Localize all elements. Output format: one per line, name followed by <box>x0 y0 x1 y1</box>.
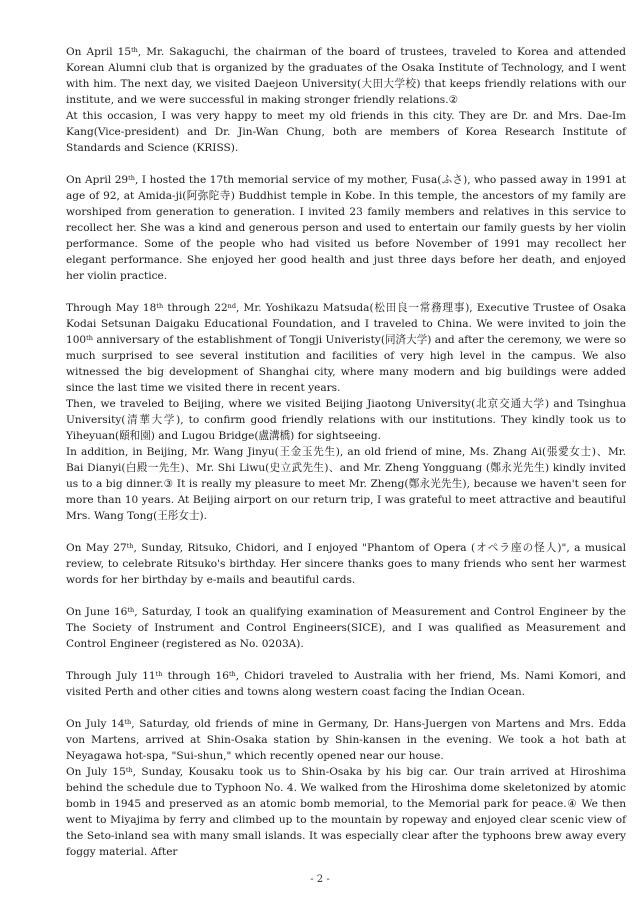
paragraph <box>66 604 626 652</box>
paragraph <box>66 300 626 524</box>
paragraph-text: Through July 11th through 16th, Chidori traveled to Australia with her friend, Ms. Nami Komori, and visited Perth and other cities and towns along western coast facing the Indian Ocean. <box>66 670 626 698</box>
paragraph-text: On May 27th, Sunday, Ritsuko, Chidori, and I enjoyed "Phantom of Opera (オペラ座の怪人)", a musical review, to celebrate Ritsuko's birthday. Her sincere thanks goes to many friends who sent her warmest words for her birthday by e-mails and beautiful cards. <box>66 542 626 586</box>
paragraph <box>66 716 626 860</box>
paragraph-text: Then, we traveled to Beijing, where we visited Beijing Jiaotong University(北京交通大学) and Tsinghua University(清華大学), to confirm good friendly relations with our institutions. They kindly took us to Yiheyuan(頤和園) and Lugou Bridge(盧溝橋) for sightseeing. <box>66 398 626 442</box>
paragraph-text: At this occasion, I was very happy to meet my old friends in this city. They are Dr. and Mrs. Dae-Im Kang(Vice-president) and Dr. Jin-Wan Chung, both are members of Korea Research Institute of Standards and Science (KRISS). <box>66 110 626 154</box>
paragraph-text: On April 29th, I hosted the 17th memorial service of my mother, Fusa(ふさ), who passed away in 1991 at age of 92, at Amida-ji(阿弥陀寺) Buddhist temple in Kobe. In this temple, the ancestors of my family are worshiped from generation to generation. I invited 23 family members and relatives in this service to recollect her. She was a kind and generous person and used to entertain our family guests by her violin performance. Some of the people who had visited us before November of 1991 may recollect her elegant performance. She enjoyed her good health and just three days before her death, and enjoyed her violin practice. <box>66 174 626 282</box>
paragraph-text: On July 14th, Saturday, old friends of mine in Germany, Dr. Hans-Juergen von Martens and Mrs. Edda von Martens, arrived at Shin-Osaka station by Shin-kansen in the evening. We took a hot bath at Neyagawa hot-spa, "Sui-shun," which recently opened near our house. <box>66 718 626 762</box>
paragraph-text: Through May 18th through 22nd, Mr. Yoshikazu Matsuda(松田良一常務理事), Executive Trustee of Osaka Kodai Setsunan Daigaku Educational Foundation, and I traveled to China. We were invited to join the 100th anniversary of the establishment of Tongji Univeristy(同済大学) and after the ceremony, we were so much surprised to see several institution and facilities of very high level in the campus. We also witnessed the big development of Shanghai city, where many modern and big buildings were added since the last time we visited there in recent years. <box>66 302 626 394</box>
paragraph-text: On April 15th, Mr. Sakaguchi, the chairman of the board of trustees, traveled to Korea and attended Korean Alumni club that is organized by the graduates of the Osaka Institute of Technology, and I went with him. The next day, we visited Daejeon University(大田大学校) that keeps friendly relations with our institute, and we were successful in making stronger friendly relations.② <box>66 46 626 106</box>
paragraph <box>66 668 626 700</box>
paragraph <box>66 540 626 588</box>
paragraph-text: In addition, in Beijing, Mr. Wang Jinyu(王金玉先生), an old friend of mine, Ms. Zhang Ai(張愛女士)、Mr. Bai Dianyi(白殿一先生)、Mr. Shi Liwu(史立武先生)、and Mr. Zheng Yongguang (鄭永光先生) kindly invited us to a big dinner.③ It is really my pleasure to meet Mr. Zheng(鄭永光先生), because we haven't seen for more than 10 years. At Beijing airport on our return trip, I was grateful to meet attractive and beautiful Mrs. Wang Tong(王彤女士). <box>66 446 626 522</box>
paragraph-text: On June 16th, Saturday, I took an qualifying examination of Measurement and Control Engineer by the The Society of Instrument and Control Engineers(SICE), and I was qualified as Measurement and Control Engineer (registered as No. 0203A). <box>66 606 626 650</box>
page-number: - 2 - <box>310 874 330 885</box>
body-text <box>66 44 626 876</box>
paragraph <box>66 172 626 284</box>
paragraph <box>66 44 626 156</box>
paragraph-text: On July 15th, Sunday, Kousaku took us to Shin-Osaka by his big car. Our train arrived at Hiroshima behind the schedule due to Typhoon No. 4. We walked from the Hiroshima dome skeletonized by atomic bomb in 1945 and preserved as an atomic bomb memorial, to the Memorial park for peace.④ We then went to Miyajima by ferry and climbed up to the mountain by ropeway and enjoyed clear scenic view of the Seto-inland sea with many small islands. It was especially clear after the typhoons brew away every foggy material. After <box>66 766 626 858</box>
